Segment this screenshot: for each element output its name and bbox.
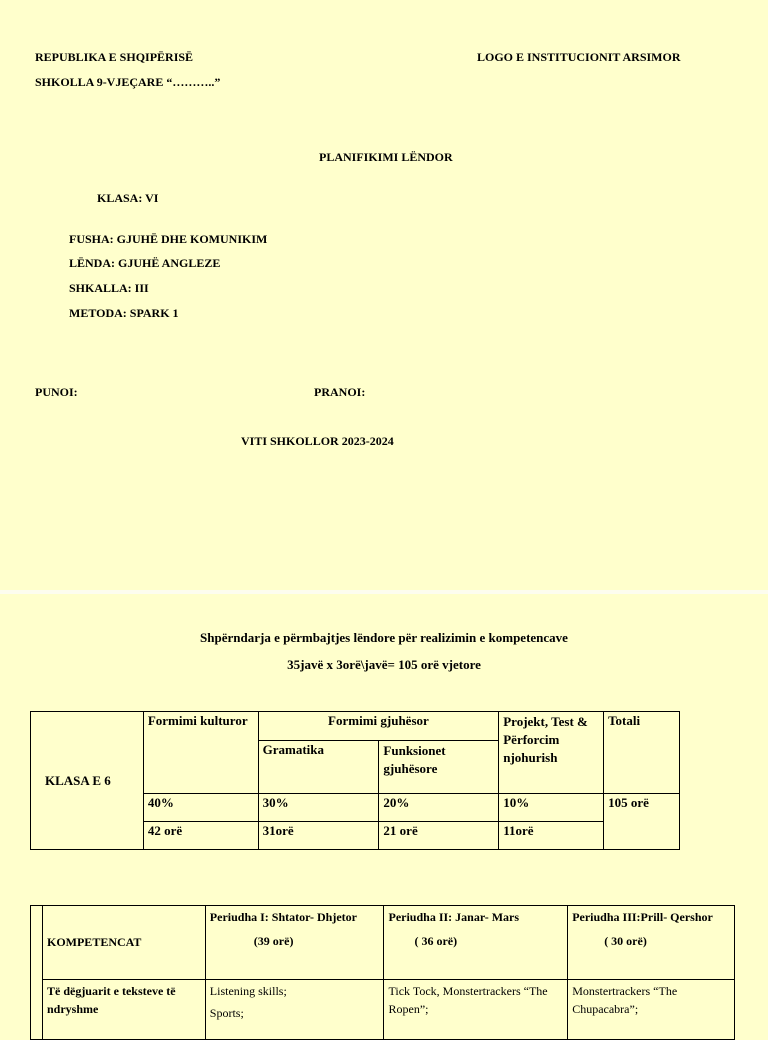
project-header xyxy=(499,712,604,794)
competences-label: KOMPETENCAT xyxy=(42,906,205,980)
hrs-project: 11orë xyxy=(499,822,604,850)
cultural-header: Formimi kulturor xyxy=(143,712,258,794)
grammar-header: Gramatika xyxy=(258,741,379,794)
competence-label-line: Të dëgjuarit e teksteve të xyxy=(46,984,176,998)
school-name: SHKOLLA 9-VJEÇARE “………..” xyxy=(35,75,221,89)
content-line: Chupacabra”; xyxy=(572,1002,639,1016)
content-line: Monstertrackers “The xyxy=(572,984,678,998)
hrs-cultural: 42 orë xyxy=(143,822,258,850)
period-1-header xyxy=(205,906,384,980)
content-line: Tick Tock, Monstertrackers “The xyxy=(388,984,548,998)
total-hours: 105 orë xyxy=(604,794,680,850)
content-line: Ropen”; xyxy=(388,1002,429,1016)
period-2-hours: ( 36 orë) xyxy=(414,934,458,948)
period-2-header xyxy=(384,906,568,980)
linguistic-header: Formimi gjuhësor xyxy=(258,712,499,741)
period-2-title: Periudha II: Janar- Mars xyxy=(388,910,520,924)
competences-table xyxy=(30,905,735,1040)
hrs-functions: 21 orë xyxy=(379,822,499,850)
row-marker-cell xyxy=(31,906,43,1040)
content-line: Listening skills; xyxy=(209,984,287,998)
period-3-title: Periudha III:Prill- Qershor xyxy=(572,910,713,924)
pct-functions: 20% xyxy=(379,794,499,822)
competence-label-line: ndryshme xyxy=(46,1002,99,1016)
functions-header-line: Funksionet xyxy=(383,743,446,758)
distribution-heading: Shpërndarja e përmbajtjes lëndore për realizimin e kompetencave xyxy=(200,630,568,645)
hrs-grammar: 31orë xyxy=(258,822,379,850)
competence-listening xyxy=(42,980,205,1040)
prepared-by-label: PUNOI: xyxy=(35,385,78,399)
class-cell: KLASA E 6 xyxy=(31,712,144,850)
period-3-hours: ( 30 orë) xyxy=(604,934,647,948)
page-divider xyxy=(0,590,768,594)
functions-header-line: gjuhësore xyxy=(383,761,438,776)
pct-cultural: 40% xyxy=(143,794,258,822)
republic-heading: REPUBLIKA E SHQIPËRISË xyxy=(35,50,194,64)
period-1-content xyxy=(205,980,384,1040)
level-line: SHKALLA: III xyxy=(69,281,149,295)
project-header-line: Projekt, Test & xyxy=(503,714,588,729)
distribution-formula: 35javë x 3orë\javë= 105 orë vjetore xyxy=(287,657,481,672)
class-line: KLASA: VI xyxy=(97,191,159,205)
project-header-line: Përforcim xyxy=(503,732,560,747)
period-3-content xyxy=(568,980,735,1040)
page-title: PLANIFIKIMI LËNDOR xyxy=(319,150,453,164)
school-year: VITI SHKOLLOR 2023-2024 xyxy=(241,434,394,448)
period-1-title: Periudha I: Shtator- Dhjetor xyxy=(209,910,358,924)
functions-header xyxy=(379,741,499,794)
period-2-content xyxy=(384,980,568,1040)
approved-by-label: PRANOI: xyxy=(314,385,366,399)
logo-placeholder: LOGO E INSTITUCIONIT ARSIMOR xyxy=(477,50,681,64)
method-line: METODA: SPARK 1 xyxy=(69,306,179,320)
period-1-hours: (39 orë) xyxy=(253,934,294,948)
project-header-line: njohurish xyxy=(503,750,558,765)
total-header: Totali xyxy=(604,712,680,794)
pct-project: 10% xyxy=(499,794,604,822)
pct-grammar: 30% xyxy=(258,794,379,822)
content-line: Sports; xyxy=(209,1006,244,1020)
field-line: FUSHA: GJUHË DHE KOMUNIKIM xyxy=(69,232,268,246)
subject-line: LËNDA: GJUHË ANGLEZE xyxy=(69,256,221,270)
period-3-header xyxy=(568,906,735,980)
distribution-table xyxy=(30,711,680,850)
